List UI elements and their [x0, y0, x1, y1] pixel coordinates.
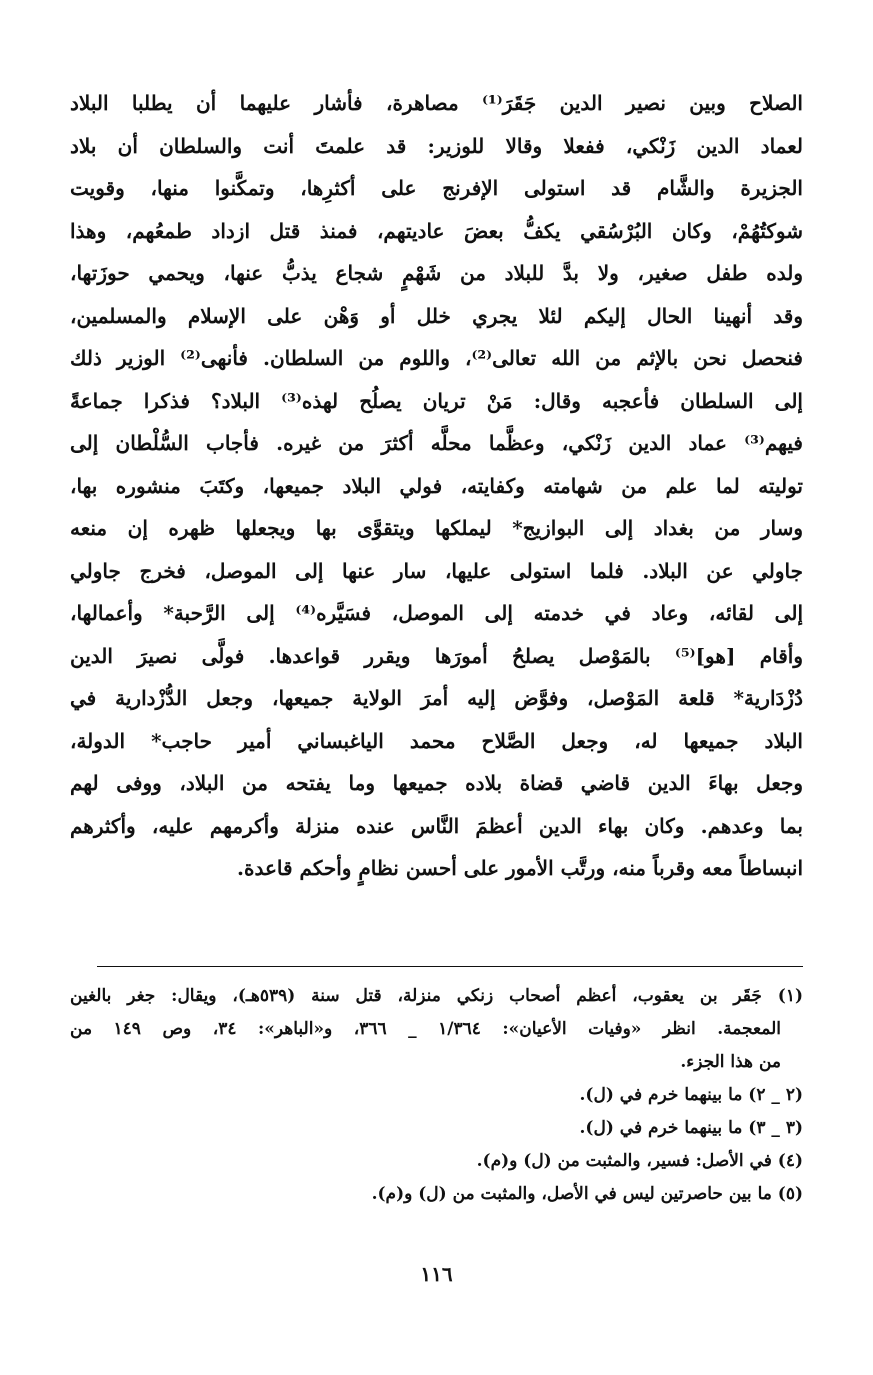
- text-line: جاولي عن البلاد. فلما استولى عليها، سار عنها إلى الموصل، فخرج جاولي: [70, 558, 803, 583]
- text-line: البلاد جميعها له، وجعل الصَّلاح محمد الياغبساني أمير حاجب* الدولة،: [70, 728, 803, 753]
- text-line: دُزْدَارية* قلعة المَوْصل، وفوَّض إليه أمرَ الولاية جميعها، وجعل الدُّزْدارية في: [70, 686, 803, 710]
- text-line: وأقام [هو]⁽⁵⁾ بالمَوْصل يصلحُ أمورَها ويقرر قواعدها. فولَّى نصيرَ الدين: [70, 643, 803, 668]
- footnote-line: (٥) ما بين حاصرتين ليس في الأصل، والمثبت من (ل) و(م).: [371, 1184, 803, 1204]
- main-text: [70, 82, 803, 890]
- text-line: وسار من بغداد إلى البوازيج* ليملكها ويتقوَّى بها ويجعلها ظهره إن منعه: [70, 516, 803, 540]
- text-line: شوكتُهُمْ، وكان البُرْسُقي يكفُّ بعضَ عاديتهم، فمنذ قتل ازداد طمعُهم، وهذا: [70, 218, 803, 243]
- footnote-line: (٤) في الأصل: فسير، والمثبت من (ل) و(م).: [476, 1151, 803, 1171]
- text-line: لعماد الدين زَنْكي، ففعلا وقالا للوزير: قد علمتَ أنت والسلطان أن بلاد: [70, 133, 803, 158]
- text-line: وجعل بهاءَ الدين قاضي قضاة بلاده جميعها وما يفتحه من البلاد، ووفى لهم: [70, 771, 803, 795]
- page-number: ١١٦: [420, 1262, 453, 1286]
- footnote-line: (٣ _ ٣) ما بينهما خرم في (ل).: [579, 1118, 803, 1138]
- text-line: فيهم⁽³⁾ عماد الدين زَنْكي، وعظَّما محلَّه أكثرَ من غيره. فأجاب السُّلْطان إلى: [70, 431, 803, 455]
- footnote-separator: [97, 966, 803, 967]
- footnote-line: من هذا الجزء.: [680, 1052, 781, 1072]
- footnotes: [70, 980, 803, 1211]
- text-line: إلى السلطان فأعجبه وقال: مَنْ تريان يصلُح لهذه⁽³⁾ البلاد؟ فذكرا جماعةً: [70, 388, 803, 413]
- text-line: إلى لقائه، وعاد في خدمته إلى الموصل، فسَيَّره⁽⁴⁾ إلى الرَّحبة* وأعمالها،: [70, 601, 803, 625]
- text-line: الصلاح وبين نصير الدين جَقَرَ⁽¹⁾ مصاهرة، فأشار عليهما أن يطلبا البلاد: [70, 91, 803, 115]
- text-line: فنحصل نحن بالإثم من الله تعالى⁽²⁾، واللوم من السلطان. فأنهى⁽²⁾ الوزير ذلك: [70, 346, 803, 370]
- footnote-line: (١) جَقَر بن يعقوب، أعظم أصحاب زنكي منزلة، قتل سنة (٥٣٩هـ)، ويقال: جغر بالغين: [70, 986, 803, 1006]
- footnote-line: (٢ _ ٢) ما بينهما خرم في (ل).: [579, 1085, 803, 1105]
- text-line: انبساطاً معه وقرباً منه، ورتَّب الأمور على أحسن نظامٍ وأحكم قاعدة.: [237, 856, 803, 880]
- text-line: وقد أنهينا الحال إليكم لئلا يجري خلل أو وَهْن على الإسلام والمسلمين،: [70, 303, 803, 328]
- text-line: ولده طفل صغير، ولا بدَّ للبلاد من شَهْمٍ شجاع يذبُّ عنها، ويحمي حوزَتها،: [70, 261, 803, 285]
- footnote-line: المعجمة. انظر «وفيات الأعيان»: ١/٣٦٤ _ ٣٦٦، و«الباهر»: ٣٤، وص ١٤٩ من: [70, 1019, 781, 1039]
- text-line: توليته لما علم من شهامته وكفايته، فولي البلاد جميعها، وكتَبَ منشوره بها،: [70, 473, 803, 498]
- text-line: بما وعدهم. وكان بهاء الدين أعظمَ النَّاس عنده منزلة وأكرمهم عليه، وأكثرهم: [70, 813, 803, 838]
- text-line: الجزيرة والشَّام قد استولى الإفرنج على أكثرِها، وتمكَّنوا منها، وقويت: [70, 176, 803, 200]
